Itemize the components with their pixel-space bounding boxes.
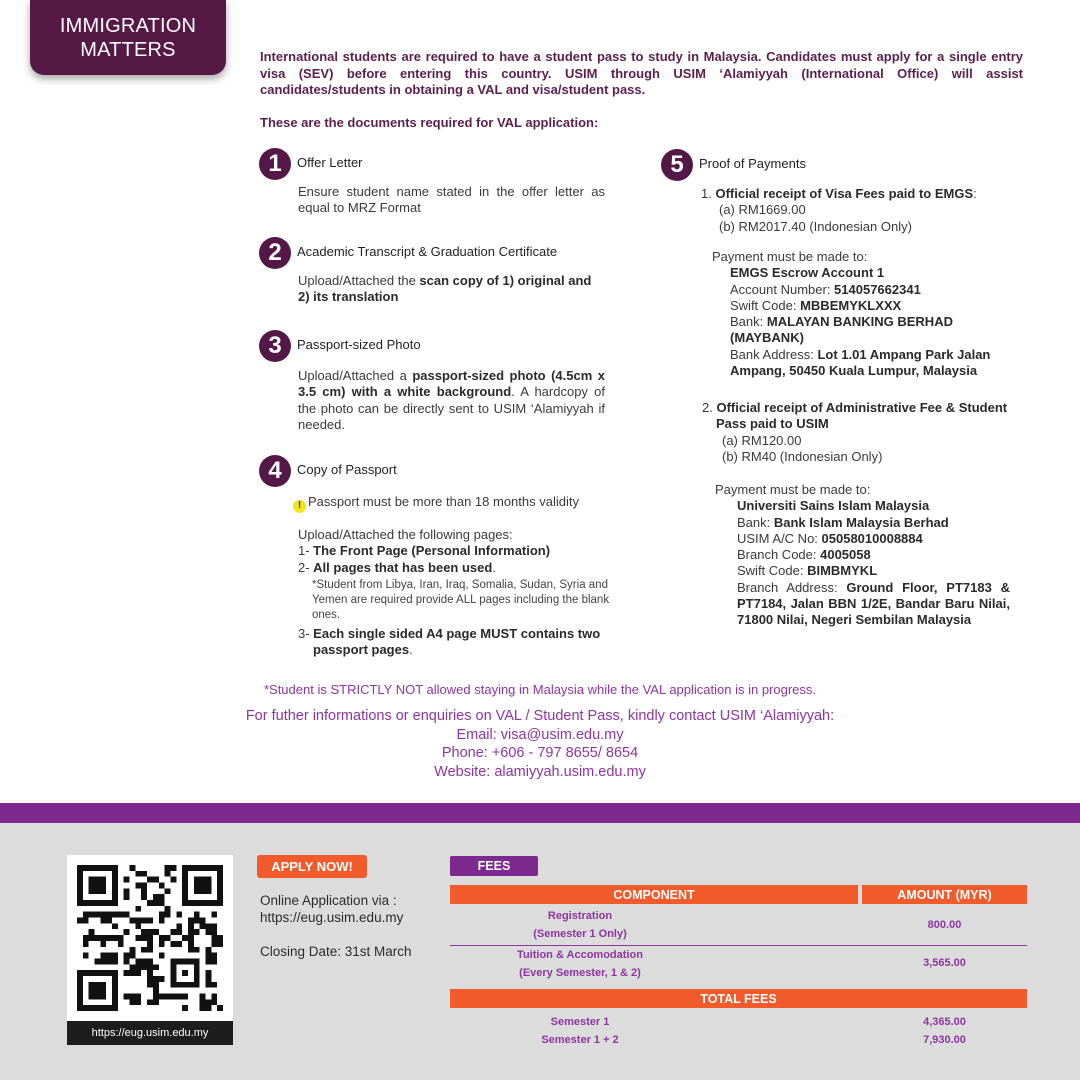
section-4-number: 4 — [259, 455, 291, 487]
component-header: COMPONENT — [450, 885, 858, 904]
section-3-text: Upload/Attached a passport-sized photo (4.5cm x 3.5 cm) with a white background. A hardcopy of the photo can be directly sent to USIM ‘Alamiyyah if needed. — [298, 368, 606, 432]
intro-paragraph: International students are required to have a student pass to study in Malaysia. Candidates must apply for a single entry visa (SEV) before entering this country. USIM through USIM ‘Alamiyyah (International Office) will assist candidates/students in obtaining a VAL and visa/student pass. — [260, 49, 1023, 97]
section-4-title: Copy of Passport — [297, 462, 397, 477]
banner-line-1: IMMIGRATION — [59, 14, 197, 37]
closing-date: Closing Date: 31st March — [260, 944, 412, 959]
qr-url-label: https://eug.usim.edu.my — [67, 1021, 233, 1045]
total-row-semester-1: Semester 1 — [550, 1016, 610, 1028]
section-2-title: Academic Transcript & Graduation Certificate — [297, 244, 558, 259]
total-amount-semester-1-2: 7,930.00 — [923, 1034, 966, 1046]
total-amount-semester-1: 4,365.00 — [923, 1016, 966, 1028]
passport-validity-warning: ! Passport must be more than 18 months validity — [293, 494, 613, 513]
apply-now-button[interactable]: APPLY NOW! — [257, 855, 367, 878]
usim-payment-details: Payment must be made to: Universiti Sains Islam Malaysia Bank: Bank Islam Malaysia Berhad USIM A/C No: 05058010008884 Branch Code: 4005058 Swift Code: BIMBMYKL Branch Address: Ground Floor, PT7183 & PT7184, Jalan BBN 1/2E, Bandar Baru Nilai, 71800 Nilai, Negeri Sembilan Malaysia — [715, 482, 1011, 628]
section-2-text: Upload/Attached the scan copy of 1) original and 2) its translation — [298, 273, 592, 305]
footer-divider — [0, 803, 1080, 823]
fee-amount-tuition: 3,565.00 — [923, 957, 966, 969]
contact-block — [0, 707, 1080, 781]
documents-required-heading: These are the documents required for VAL application: — [260, 115, 599, 130]
fees-tab: FEES — [450, 856, 538, 876]
section-1-number: 1 — [259, 148, 291, 180]
strict-note: *Student is STRICTLY NOT allowed staying in Malaysia while the VAL application is in progress. — [263, 682, 817, 697]
online-application — [260, 892, 403, 926]
total-fees-header: TOTAL FEES — [450, 989, 1027, 1008]
qr-code-icon — [77, 865, 223, 1011]
section-5-number: 5 — [661, 149, 693, 181]
section-1-text: Ensure student name stated in the offer letter as equal to MRZ Format — [298, 184, 605, 216]
amount-header: AMOUNT (MYR) — [862, 885, 1027, 904]
total-row-semester-1-2: Semester 1 + 2 — [541, 1034, 619, 1046]
contact-phone: Phone: +606 - 797 8655/ 8654 — [441, 745, 639, 761]
qr-code-card[interactable] — [67, 855, 233, 1045]
section-2-number: 2 — [259, 237, 291, 269]
online-application-label: Online Application via : — [260, 893, 397, 908]
visa-fees-receipt: 1. Official receipt of Visa Fees paid to EMGS: (a) RM1669.00 (b) RM2017.40 (Indonesian Only) — [701, 186, 977, 234]
section-3-title: Passport-sized Photo — [297, 337, 421, 352]
warning-icon: ! — [293, 500, 306, 513]
passport-upload-list: Upload/Attached the following pages: 1- The Front Page (Personal Information) 2- All pages that has been used. *Student from Libya, Iran, Iraq, Somalia, Sudan, Syria and Yemen are required provide ALL pages including the blank ones. 3- Each single sided A4 page MUST contains two passport pages. — [298, 527, 613, 658]
emgs-payment-details: Payment must be made to: EMGS Escrow Account 1 Account Number: 514057662341 Swift Code: MBBEMYKLXXX Bank: MALAYAN BANKING BERHAD (MAYBANK) Bank Address: Lot 1.01 Ampang Park Jalan Ampang, 50450 Kuala Lumpur, Malaysia — [712, 249, 991, 379]
fee-row-registration: Registration (Semester 1 Only) — [533, 910, 627, 940]
online-application-link[interactable]: https://eug.usim.edu.my — [260, 910, 404, 925]
section-5-title: Proof of Payments — [699, 156, 806, 171]
contact-email: Email: visa@usim.edu.my — [456, 726, 624, 743]
immigration-matters-banner — [30, 0, 226, 75]
contact-intro: For futher informations or enquiries on VAL / Student Pass, kindly contact USIM ‘Alamiyyah: — [245, 708, 835, 724]
section-1-title: Offer Letter — [297, 155, 363, 170]
fee-row-tuition: Tuition & Accomodation (Every Semester, 1 & 2) — [517, 949, 643, 979]
contact-website: Website: alamiyyah.usim.edu.my — [434, 763, 646, 780]
admin-fee-receipt: 2. Official receipt of Administrative Fee & Student Pass paid to USIM (a) RM120.00 (b) RM40 (Indonesian Only) — [702, 400, 1008, 464]
fee-amount-registration: 800.00 — [927, 919, 962, 931]
passport-note: *Student from Libya, Iran, Iraq, Somalia, Sudan, Syria and Yemen are required provide ALL pages including the blank ones. — [312, 578, 610, 621]
banner-line-2: MATTERS — [80, 38, 176, 61]
section-3-number: 3 — [259, 330, 291, 362]
